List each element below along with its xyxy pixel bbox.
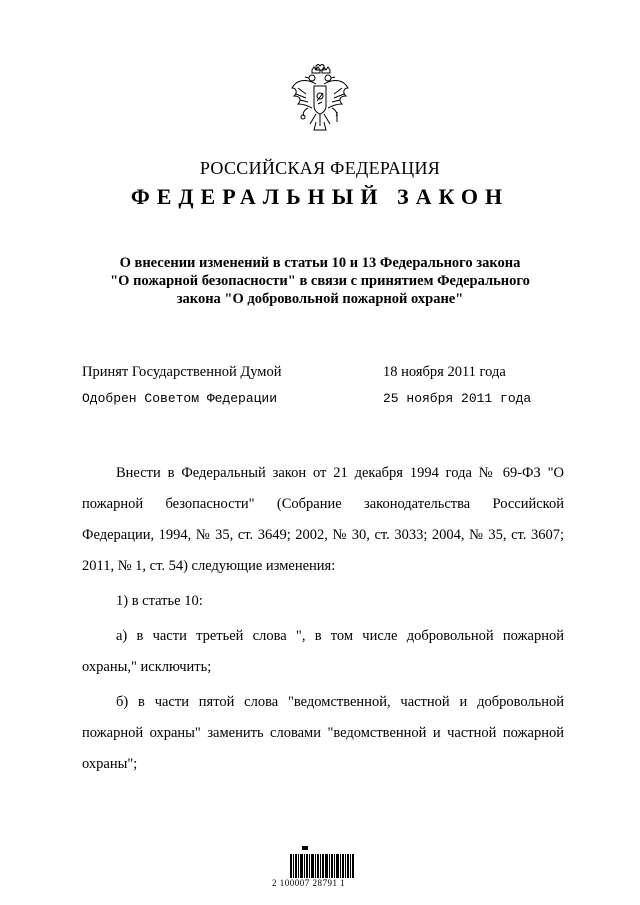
law-body <box>82 458 564 780</box>
law-title <box>80 254 560 308</box>
barcode-number: 2 100007 28791 1 <box>272 878 346 888</box>
law-title-line: "О пожарной безопасности" в связи с принятием Федерального <box>110 273 530 289</box>
double-headed-eagle-emblem-icon <box>288 64 352 136</box>
item-b: б) в части пятой слова "ведомственной, частной и добровольной пожарной охраны" заменить словами "ведомственной и частной пожарной охраны"; <box>82 694 564 772</box>
law-title-line: О внесении изменений в статьи 10 и 13 Федерального закона <box>119 255 521 271</box>
item-a: а) в части третьей слова ", в том числе добровольной пожарной охраны," исключить; <box>82 628 564 675</box>
council-approval-date: 25 ноября 2011 года <box>383 391 532 406</box>
law-title-line: закона "О добровольной пожарной охране" <box>176 291 464 307</box>
document-type: ФЕДЕРАЛЬНЫЙ ЗАКОН <box>130 184 510 209</box>
item-1: 1) в статье 10: <box>116 593 203 609</box>
duma-adoption-label: Принят Государственной Думой <box>82 364 282 380</box>
council-approval-label: Одобрен Советом Федерации <box>82 391 278 406</box>
duma-adoption-date: 18 ноября 2011 года <box>383 364 506 380</box>
intro-paragraph: Внести в Федеральный закон от 21 декабря 1994 года № 69-ФЗ "О пожарной безопасности" (Собрание законодательства Российской Федерации, 1994, № 35, ст. 3649; 2002, № 30, ст. 3033; 2004, № 35, ст. 3607; 2011, № 1, ст. 54) следующие изменения: <box>82 465 564 574</box>
country-name: РОССИЙСКАЯ ФЕДЕРАЦИЯ <box>199 158 441 178</box>
